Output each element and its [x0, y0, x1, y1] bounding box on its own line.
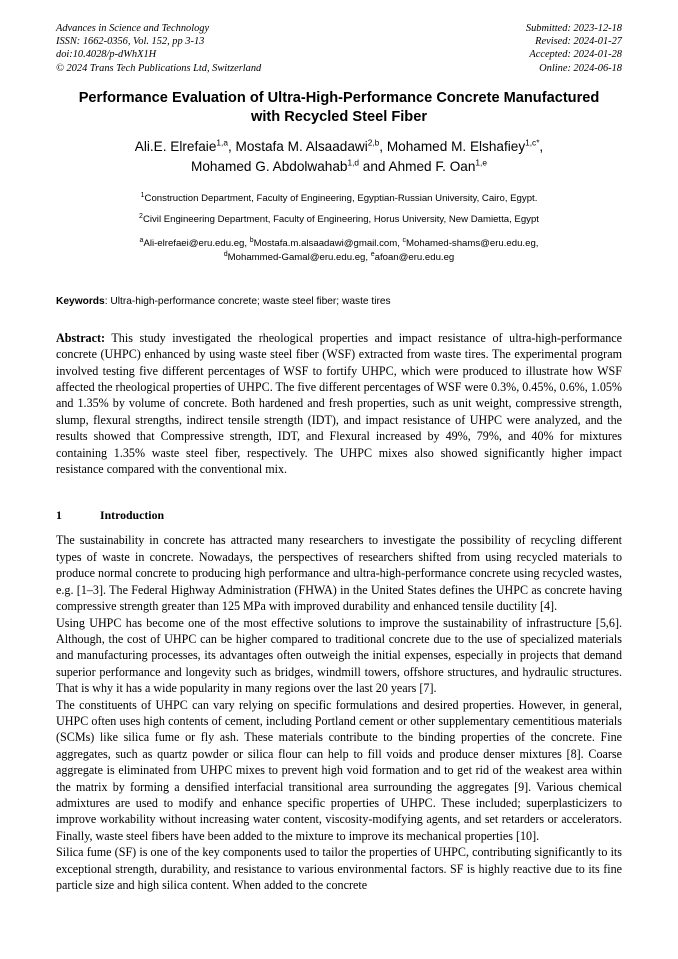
keywords-value: Ultra-high-performance concrete; waste steel fiber; waste tires [110, 295, 391, 307]
body-text [56, 532, 622, 893]
affiliation-mark: 2 [139, 212, 143, 220]
author-affiliation-mark: 1,d [347, 157, 360, 168]
abstract-label: Abstract: [56, 330, 106, 345]
author-affiliation-mark: 1,a [216, 137, 228, 148]
email-address[interactable]: Mohamed-shams@eru.edu.eg, [406, 237, 539, 249]
email-mark: a [139, 236, 144, 244]
email-list [56, 237, 622, 265]
author-entry [387, 139, 543, 154]
email-mark: c [402, 236, 407, 244]
journal-header [56, 22, 622, 75]
date-online: Online: 2024-06-18 [539, 62, 622, 74]
author-line-1 [60, 137, 618, 157]
date-submitted: Submitted: 2023-12-18 [525, 23, 622, 34]
author-separator: , [379, 138, 387, 154]
journal-header-right [526, 22, 622, 75]
author-list [60, 137, 618, 177]
author-affiliation-mark: 1,c* [525, 137, 540, 148]
journal-copyright: © 2024 Trans Tech Publications Ltd, Switzerland [56, 62, 262, 74]
journal-name: Advances in Science and Technology [56, 23, 210, 34]
paragraph: The constituents of UHPC can vary relying on specific formulations and desired properties. However, in general, UHPC often uses high contents of cement, including Portland cement or other supplementary cementitious materials (SCMs) like silica fume or fly ash. These materials contribute to the binding properties of the concrete. Fine aggregates, such as quartz powder or silica flour can help to fill voids and produce denser mixtures [8]. Coarse aggregate is eliminated from UHPC mixes to prevent high void formation and to get rid of the weakest area within the matrix by forming a densified interfacial transitional area surrounding the aggregates [9]. Various chemical admixtures are used to modify and enhance specific properties of UHPC. These included; superplasticizers to improve workability without increasing water content, viscosity-modifying agents, and set retarders or accelerators. Finally, waste steel fibers have been added to the mixture to improve its mechanical properties [10]. [56, 697, 622, 843]
author-name: Mohamed G. Abdolwahab [191, 158, 348, 174]
email-mark: e [370, 250, 375, 258]
section-heading-introduction [56, 507, 622, 523]
page-title: Performance Evaluation of Ultra-High-Performance Concrete Manufactured with Recycled Steel Fiber [78, 89, 600, 125]
keywords-label: Keywords [56, 295, 105, 307]
abstract-paragraph [56, 330, 622, 478]
affiliation-item [56, 209, 622, 230]
email-address[interactable]: Mohammed-Gamal@eru.edu.eg, [227, 251, 371, 263]
author-name: Mostafa M. Alsaadawi [235, 138, 368, 154]
author-entry [389, 159, 487, 174]
email-line-1 [56, 237, 622, 251]
affiliation-mark: 1 [140, 191, 145, 199]
author-name: Mohamed M. Elshafiey [386, 138, 526, 154]
keywords-separator: : [104, 295, 111, 307]
author-separator: , [227, 138, 236, 154]
section-number: 1 [56, 508, 62, 523]
author-entry [191, 159, 388, 174]
email-address[interactable]: Ali-elrefaei@eru.edu.eg, [143, 237, 250, 249]
date-accepted: Accepted: 2024-01-28 [529, 49, 622, 61]
email-mark: d [223, 250, 228, 258]
author-name: Ahmed F. Oan [388, 158, 476, 174]
journal-issn: ISSN: 1662-0356, Vol. 152, pp 3-13 [56, 36, 205, 48]
author-affiliation-mark: 1,e [475, 157, 487, 168]
author-separator: , [539, 138, 544, 154]
author-entry [135, 139, 236, 154]
author-name: Ali.E. Elrefaie [134, 138, 217, 154]
author-separator: and [359, 158, 389, 174]
affiliation-text: Construction Department, Faculty of Engineering, Egyptian-Russian University, Cairo, Egypt. [144, 192, 538, 204]
affiliation-text: Civil Engineering Department, Faculty of Engineering, Horus University, New Damietta, Egypt [142, 213, 539, 225]
affiliation-item [56, 188, 622, 209]
abstract-text: This study investigated the rheological properties and impact resistance of ultra-high-performance concrete (UHPC) enhanced by using waste steel fiber (WSF) extracted from waste tires. The experimental program involved testing five different percentages of WSF to fortify UHPC, which were produced to illustrate how WSF affected the rheological properties of UHPC. The five different percentages of WSF were 0.3%, 0.45%, 0.6%, 1.05% and 1.35% by volume of concrete. Both hardened and fresh properties, such as unit weight, compressive strength, slump, flexural strengths, indirect tensile strength (IDT), and impact resistance of UHPC were analyzed, and the results showed that Compressive strength, IDT, and Flexural increased by 49%, 79%, and 40% for mixtures containing 1.35% waste steel fiber, respectively. The UHPC mixes also showed significantly higher impact resistance compared with the conventional mix. [56, 330, 622, 477]
journal-header-left [56, 22, 261, 75]
email-mark: b [249, 236, 254, 244]
email-address[interactable]: afoan@eru.edu.eg [374, 251, 455, 263]
email-address[interactable]: Mostafa.m.alsaadawi@gmail.com, [253, 237, 403, 249]
author-entry [236, 139, 387, 154]
author-line-2 [60, 157, 618, 177]
author-affiliation-mark: 2,b [367, 137, 380, 148]
keywords-line [56, 295, 622, 309]
paragraph: Silica fume (SF) is one of the key components used to tailor the properties of UHPC, contributing significantly to its exceptional strength, durability, and resistance to various environmental factors. SF is highly reactive due to its fine particle size and high silica content. When added to the concrete [56, 845, 622, 892]
date-revised: Revised: 2024-01-27 [535, 36, 622, 48]
paragraph: The sustainability in concrete has attracted many researchers to investigate the possibility of recycling different types of waste in concrete. Nowadays, the perspectives of researchers shifted from using recycled materials to produce normal concrete to producing high performance and ultra-high-performance concrete using recycled wastes, e.g. [1–3]. The Federal Highway Administration (FHWA) in the United States defines the UHPC as concrete having compressive strength greater than 125 MPa with improved durability and enhanced tensile ductility [4]. [56, 533, 622, 614]
paragraph: Using UHPC has become one of the most effective solutions to improve the sustainability of infrastructure [5,6]. Although, the cost of UHPC can be higher compared to traditional concrete due to the use of specialized materials and manufacturing processes, its advantages often outweigh the initial expenses, especially in projects that demand superior performance and longevity such as bridges, windmill towers, offshore structures, and hydraulic structures. That is why it has a wide popularity in many regions over the last 20 years [7]. [56, 615, 622, 696]
email-line-2 [56, 251, 622, 265]
journal-doi: doi:10.4028/p-dWhX1H [56, 49, 157, 61]
affiliation-list [56, 188, 622, 230]
section-title: Introduction [100, 508, 165, 523]
